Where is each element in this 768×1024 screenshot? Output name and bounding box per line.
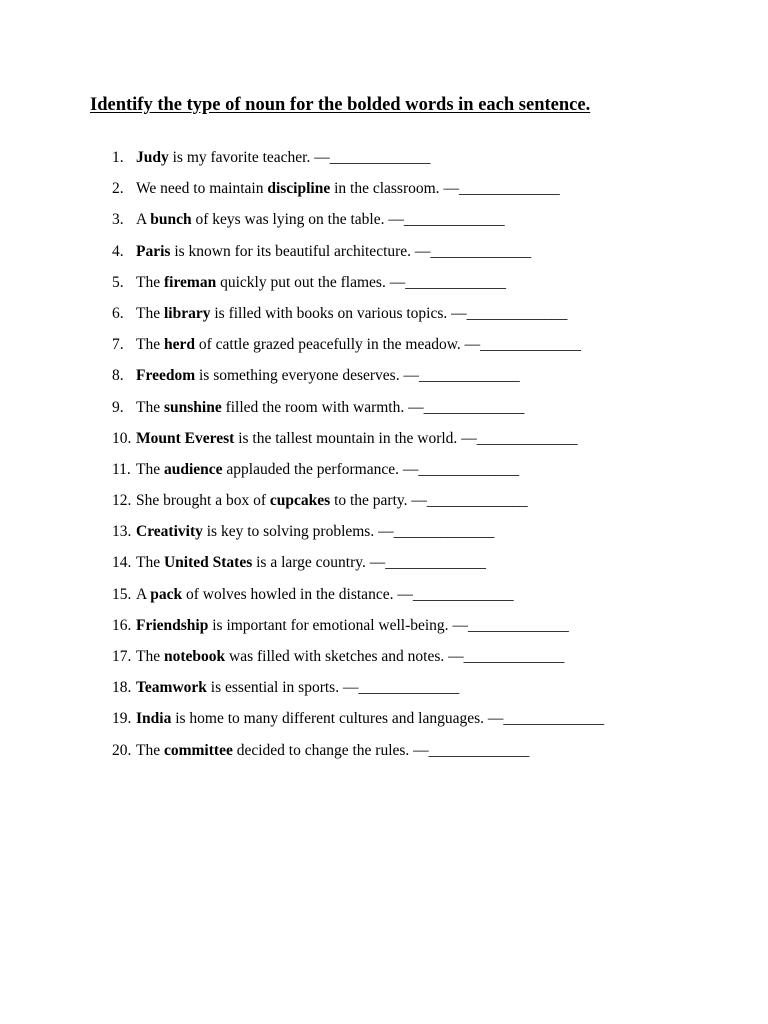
bolded-noun: Teamwork bbox=[136, 679, 207, 697]
answer-blank[interactable]: —_____________ bbox=[451, 304, 568, 322]
question-number: 5. bbox=[112, 273, 124, 291]
bolded-noun: discipline bbox=[267, 180, 331, 198]
question-sentence bbox=[136, 739, 529, 763]
sentence-start: The bbox=[136, 336, 164, 354]
question-sentence bbox=[136, 333, 581, 357]
question-number: 12. bbox=[112, 492, 132, 510]
sentence-end: of wolves howled in the distance. bbox=[182, 585, 398, 603]
sentence-end: is essential in sports. bbox=[206, 679, 343, 697]
sentence-end: was filled with sketches and notes. bbox=[225, 648, 449, 665]
question-number: 3. bbox=[112, 211, 124, 229]
question-number: 4. bbox=[112, 242, 124, 260]
answer-blank[interactable]: —_____________ bbox=[408, 398, 525, 416]
answer-blank[interactable]: —_____________ bbox=[413, 741, 530, 759]
answer-blank[interactable]: —_____________ bbox=[464, 336, 581, 354]
question-sentence bbox=[136, 302, 567, 326]
sentence-start: The bbox=[136, 460, 164, 478]
question-item-20 bbox=[112, 739, 604, 770]
question-sentence bbox=[136, 551, 486, 575]
question-number: 11. bbox=[112, 460, 131, 478]
question-sentence bbox=[136, 146, 430, 170]
question-number: 10. bbox=[112, 429, 132, 447]
question-number: 1. bbox=[112, 149, 124, 166]
question-item-14 bbox=[112, 551, 604, 582]
question-number: 7. bbox=[112, 336, 124, 354]
question-number: 2. bbox=[112, 180, 124, 198]
question-sentence bbox=[136, 396, 524, 420]
question-item-19 bbox=[112, 707, 604, 738]
answer-blank[interactable]: —_____________ bbox=[389, 273, 506, 291]
question-item-9 bbox=[112, 396, 604, 427]
question-item-13 bbox=[112, 520, 604, 551]
sentence-start: A bbox=[136, 211, 151, 229]
bolded-noun: library bbox=[163, 304, 211, 322]
sentence-end: to the party. bbox=[330, 492, 412, 510]
question-sentence bbox=[136, 458, 519, 482]
question-item-11 bbox=[112, 458, 604, 489]
sentence-end: quickly put out the flames. bbox=[216, 273, 390, 291]
answer-blank[interactable]: —_____________ bbox=[452, 616, 569, 634]
sentence-start: A bbox=[136, 585, 151, 603]
answer-blank[interactable]: —_____________ bbox=[378, 523, 495, 541]
answer-blank[interactable]: —_____________ bbox=[402, 460, 520, 478]
bolded-noun: sunshine bbox=[163, 398, 222, 416]
question-number: 17. bbox=[112, 648, 132, 665]
question-number: 19. bbox=[112, 710, 132, 728]
sentence-end: is filled with books on various topics. bbox=[210, 304, 452, 322]
sentence-start: She brought a box of bbox=[136, 492, 270, 510]
question-item-4 bbox=[112, 240, 604, 271]
question-sentence bbox=[136, 271, 506, 295]
question-item-8 bbox=[112, 364, 604, 395]
question-item-5 bbox=[112, 271, 604, 302]
bolded-noun: Paris bbox=[136, 242, 171, 260]
question-list bbox=[112, 146, 604, 770]
question-sentence bbox=[136, 489, 528, 513]
answer-blank[interactable]: —_____________ bbox=[397, 585, 514, 603]
question-number: 16. bbox=[112, 616, 132, 634]
answer-blank[interactable]: —_____________ bbox=[403, 367, 520, 385]
bolded-noun: notebook bbox=[163, 648, 226, 665]
question-sentence bbox=[136, 645, 564, 669]
question-sentence bbox=[136, 177, 560, 201]
question-sentence bbox=[136, 676, 459, 700]
bolded-noun: cupcakes bbox=[269, 492, 331, 510]
sentence-end: of cattle grazed peacefully in the meadow. bbox=[194, 336, 465, 354]
sentence-end: is important for emotional well-being. bbox=[208, 616, 453, 634]
question-item-10 bbox=[112, 427, 604, 458]
question-item-6 bbox=[112, 302, 604, 333]
answer-blank[interactable]: —_____________ bbox=[388, 211, 505, 229]
question-item-12 bbox=[112, 489, 604, 520]
question-number: 20. bbox=[112, 741, 132, 759]
question-sentence bbox=[136, 707, 604, 731]
sentence-end: is a large country. bbox=[252, 554, 370, 572]
bolded-noun: Judy bbox=[136, 149, 169, 166]
bolded-noun: audience bbox=[163, 460, 223, 478]
answer-blank[interactable]: —_____________ bbox=[414, 242, 532, 260]
question-sentence bbox=[136, 364, 520, 388]
answer-blank[interactable]: —_____________ bbox=[411, 492, 528, 510]
bolded-noun: herd bbox=[163, 336, 195, 354]
sentence-start: The bbox=[136, 273, 164, 291]
sentence-end: applauded the performance. bbox=[222, 460, 403, 478]
answer-blank[interactable]: —_____________ bbox=[369, 554, 487, 572]
question-item-3 bbox=[112, 208, 604, 239]
question-item-18 bbox=[112, 676, 604, 707]
sentence-start: The bbox=[136, 648, 164, 665]
question-number: 14. bbox=[112, 554, 132, 572]
question-number: 8. bbox=[112, 367, 124, 385]
sentence-end: is known for its beautiful architecture. bbox=[170, 242, 415, 260]
answer-blank[interactable]: —_____________ bbox=[314, 149, 431, 166]
bolded-noun: Creativity bbox=[136, 523, 203, 541]
sentence-end: is key to solving problems. bbox=[202, 523, 379, 541]
worksheet-title: Identify the type of noun for the bolded words in each sentence. bbox=[90, 95, 591, 115]
bolded-noun: Friendship bbox=[136, 616, 209, 634]
answer-blank[interactable]: —_____________ bbox=[448, 648, 565, 665]
sentence-end: of keys was lying on the table. bbox=[191, 211, 389, 229]
bolded-noun: United States bbox=[163, 554, 253, 572]
question-sentence bbox=[136, 583, 514, 607]
question-item-7 bbox=[112, 333, 604, 364]
sentence-start: The bbox=[136, 741, 164, 759]
question-sentence bbox=[136, 208, 505, 232]
sentence-end: is the tallest mountain in the world. bbox=[234, 429, 462, 447]
sentence-end: decided to change the rules. bbox=[232, 741, 414, 759]
question-number: 6. bbox=[112, 304, 124, 322]
question-sentence bbox=[136, 614, 569, 638]
sentence-start: We need to maintain bbox=[136, 180, 268, 198]
question-number: 18. bbox=[112, 679, 132, 697]
answer-blank[interactable]: —_____________ bbox=[342, 679, 460, 697]
question-sentence bbox=[136, 427, 577, 451]
sentence-start: The bbox=[136, 554, 164, 572]
bolded-noun: Freedom bbox=[136, 367, 196, 385]
bolded-noun: Mount Everest bbox=[136, 429, 235, 447]
answer-blank[interactable]: —_____________ bbox=[461, 429, 578, 447]
question-item-2 bbox=[112, 177, 604, 208]
bolded-noun: pack bbox=[150, 585, 183, 603]
question-item-17 bbox=[112, 645, 604, 676]
bolded-noun: India bbox=[136, 710, 172, 728]
answer-blank[interactable]: —_____________ bbox=[487, 710, 605, 728]
sentence-end: is home to many different cultures and languages. bbox=[171, 710, 488, 728]
sentence-end: in the classroom. bbox=[330, 180, 444, 198]
question-number: 13. bbox=[112, 523, 132, 541]
question-sentence bbox=[136, 240, 531, 264]
sentence-end: filled the room with warmth. bbox=[221, 398, 409, 416]
sentence-end: is my favorite teacher. bbox=[168, 149, 315, 166]
question-item-16 bbox=[112, 614, 604, 645]
bolded-noun: fireman bbox=[163, 273, 217, 291]
sentence-end: is something everyone deserves. bbox=[195, 367, 404, 385]
sentence-start: The bbox=[136, 304, 164, 322]
question-sentence bbox=[136, 520, 494, 544]
question-number: 9. bbox=[112, 398, 124, 416]
question-item-15 bbox=[112, 583, 604, 614]
question-item-1 bbox=[112, 146, 604, 177]
bolded-noun: bunch bbox=[150, 211, 192, 229]
bolded-noun: committee bbox=[163, 741, 233, 759]
question-number: 15. bbox=[112, 585, 132, 603]
answer-blank[interactable]: —_____________ bbox=[443, 180, 560, 198]
sentence-start: The bbox=[136, 398, 164, 416]
